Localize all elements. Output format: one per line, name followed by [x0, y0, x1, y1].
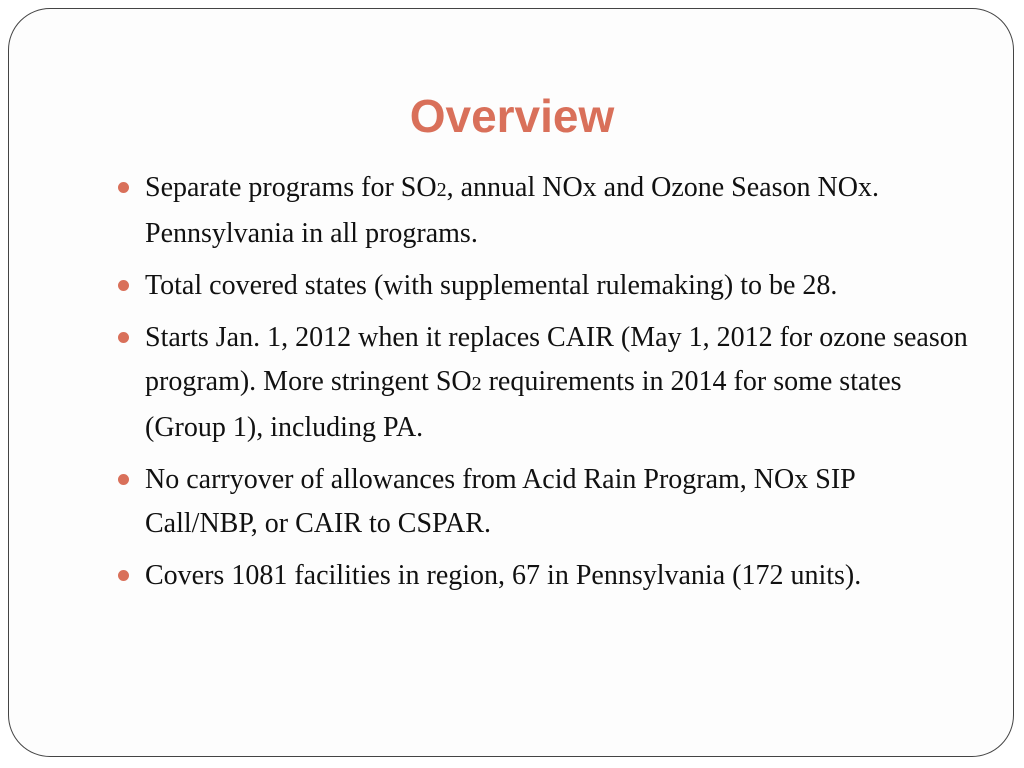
bullet-text: Covers 1081 facilities in region, 67 in Pennsylvania (172 units).	[145, 560, 862, 591]
subscript-two: 2	[471, 373, 482, 395]
bullet-dot-icon	[118, 570, 129, 581]
bullet-dot-icon	[118, 280, 129, 291]
bullet-text-segment: , annual NOx and Ozone Season NOx. Pennsylvania in all programs.	[145, 172, 879, 249]
slide-title: Overview	[409, 90, 615, 142]
bullet-item	[118, 166, 968, 256]
bullet-text-segment: Separate programs for SO	[145, 172, 437, 203]
bullet-text-segment: requirements in 2014 for some states (Group 1), including PA.	[145, 366, 902, 443]
bullet-item	[118, 264, 968, 308]
bullet-text: No carryover of allowances from Acid Rain Program, NOx SIP Call/NBP, or CAIR to CSPAR.	[145, 464, 855, 539]
bullet-text: Total covered states (with supplemental rulemaking) to be 28.	[145, 270, 838, 301]
bullet-list	[118, 166, 968, 606]
bullet-item	[118, 458, 968, 546]
bullet-dot-icon	[118, 474, 129, 485]
subscript-two: 2	[436, 179, 447, 201]
bullet-dot-icon	[118, 182, 129, 193]
bullet-text-segment: Starts Jan. 1, 2012 when it replaces CAIR (May 1, 2012 for ozone season program). More stringent SO	[145, 322, 968, 397]
bullet-item	[118, 554, 968, 598]
bullet-item	[118, 316, 968, 450]
bullet-dot-icon	[118, 332, 129, 343]
